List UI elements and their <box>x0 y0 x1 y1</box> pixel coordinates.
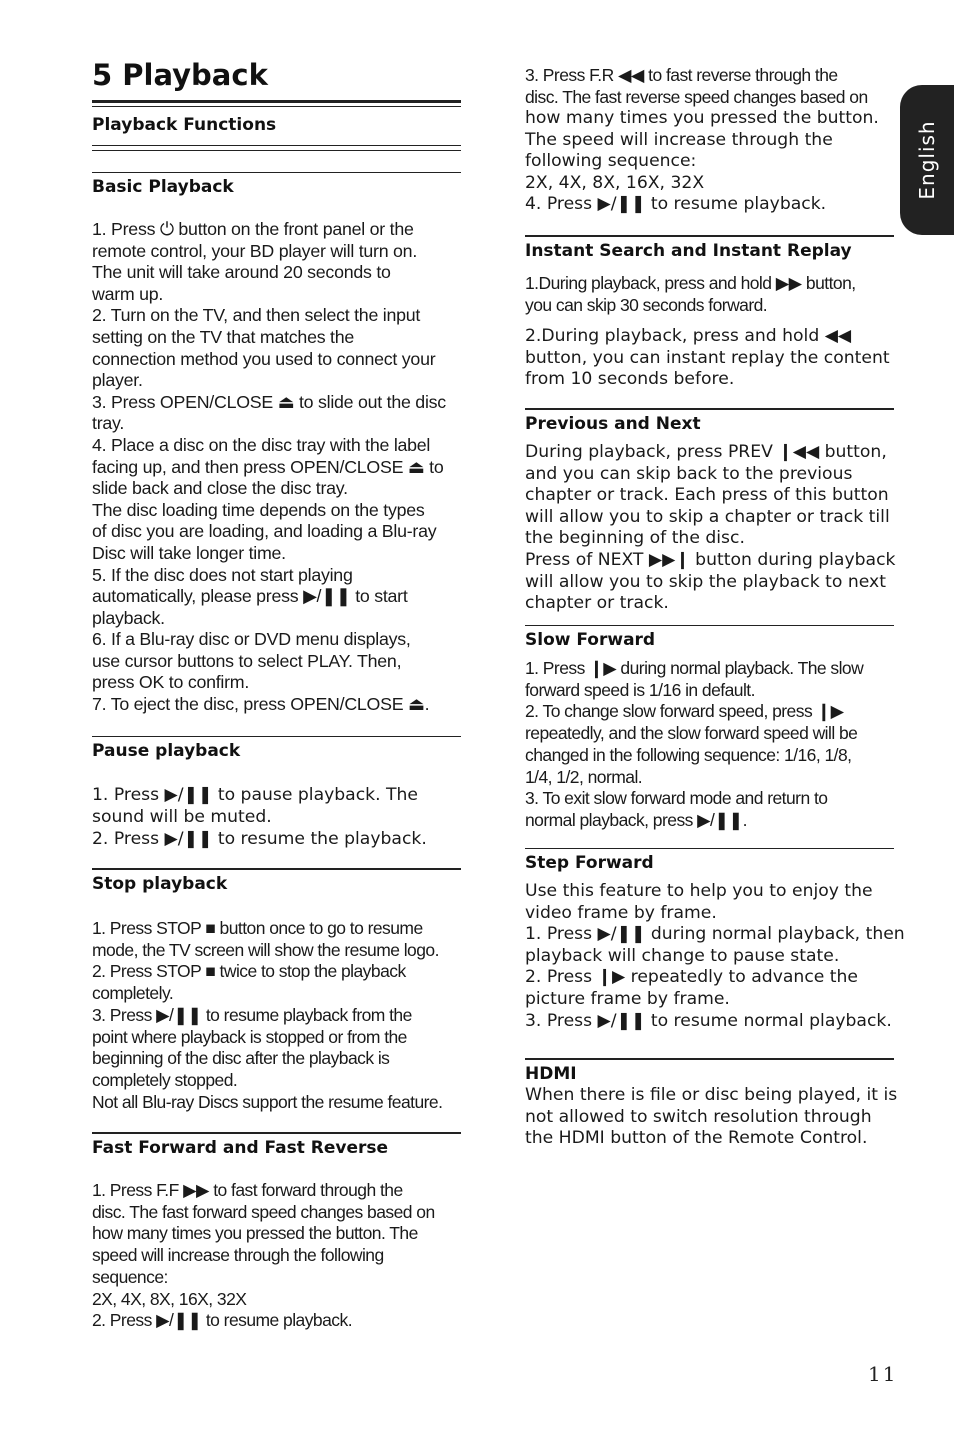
text-line: disc. The fast forward speed changes based on <box>92 1201 435 1222</box>
text-line: Use this feature to help you to enjoy the <box>525 881 873 901</box>
text-line: 1/4, 1/2, normal. <box>525 766 643 787</box>
text-line: video frame by frame. <box>525 902 717 923</box>
text-line: speed will increase through the following <box>92 1245 384 1266</box>
text-line: warm up. <box>92 283 164 304</box>
text-line: will allow you to skip a chapter or track till <box>525 506 890 527</box>
text-line: disc. The fast reverse speed changes based on <box>525 86 868 107</box>
divider <box>92 1132 461 1134</box>
text-line: from 10 seconds before. <box>525 369 735 390</box>
text-line: tray. <box>92 413 125 434</box>
text-line: chapter or track. <box>525 593 669 614</box>
text-line: use cursor buttons to select PLAY. Then, <box>92 650 402 671</box>
divider <box>92 172 461 173</box>
heading-basic-playback: Basic Playback <box>92 177 234 197</box>
text-line: 4. Place a disc on the disc tray with the label <box>92 434 431 455</box>
chapter-title: 5 Playback <box>92 58 268 92</box>
text-line: sequence: <box>92 1266 168 1287</box>
text-line: 2. Press STOP ■ twice to stop the playback <box>92 961 406 982</box>
text-line: 4. Press ▶/❚❚ to resume playback. <box>525 194 827 215</box>
text-line: 1. Press ❙▶ during normal playback. The slow <box>525 658 864 678</box>
stop-playback-body <box>92 918 442 1113</box>
text-line: 1. Press F.F ▶▶ to fast forward through the <box>92 1180 403 1200</box>
text-line: remote control, your BD player will turn on. <box>92 240 418 261</box>
text-line: slide back and close the disc tray. <box>92 478 348 499</box>
text-line: point where playback is stopped or from the <box>92 1026 407 1047</box>
text-line: the beginning of the disc. <box>525 528 745 549</box>
heading-pause-playback: Pause playback <box>92 741 241 761</box>
heading-fast-forward-reverse: Fast Forward and Fast Reverse <box>92 1138 389 1158</box>
divider <box>525 235 894 237</box>
text-line: 1. Press STOP ■ button once to go to resume <box>92 918 423 938</box>
text-line: player. <box>92 370 143 391</box>
text-line: sound will be muted. <box>92 806 272 827</box>
text-line: 3. Press ▶/❚❚ to resume playback from the <box>92 1004 412 1025</box>
text-line: normal playback, press ▶/❚❚. <box>525 809 747 830</box>
text-line: the HDMI button of the Remote Control. <box>525 1128 868 1149</box>
text-line: 1.During playback, press and hold ▶▶ button, <box>525 273 856 293</box>
text-line: automatically, please press ▶/❚❚ to start <box>92 586 408 607</box>
hdmi-body <box>525 1085 897 1150</box>
instant-search-body-condensed <box>525 273 856 316</box>
text-line: 2. To change slow forward speed, press ❙▶ <box>525 701 844 722</box>
text-line: The speed will increase through the <box>525 129 833 150</box>
text-line: 3. Press ▶/❚❚ to resume normal playback. <box>525 1010 892 1031</box>
text-line: repeatedly, and the slow forward speed will be <box>525 723 858 744</box>
text-line: 2.During playback, press and hold ◀◀ <box>525 326 852 346</box>
basic-playback-body <box>92 219 446 716</box>
text-line: playback. <box>92 607 165 628</box>
text-line: and you can skip back to the previous <box>525 463 853 484</box>
text-line: 2X, 4X, 8X, 16X, 32X <box>92 1288 247 1309</box>
text-line: will allow you to skip the playback to next <box>525 571 886 592</box>
divider <box>92 868 461 870</box>
divider <box>92 736 461 737</box>
fast-reverse-body <box>525 108 879 216</box>
text-line: completely stopped. <box>92 1069 238 1090</box>
text-line: 1. Press ▶/❚❚ to pause playback. The <box>92 785 419 805</box>
text-line: 3. Press OPEN/CLOSE ⏏ to slide out the disc <box>92 391 446 412</box>
heading-step-forward: Step Forward <box>525 853 654 873</box>
fast-reverse-body-condensed <box>525 65 868 108</box>
text-line: Disc will take longer time. <box>92 542 286 563</box>
text-line: press OK to confirm. <box>92 672 250 693</box>
text-line: beginning of the disc after the playback is <box>92 1048 390 1069</box>
title-underline-thin <box>92 106 461 107</box>
text-line: 6. If a Blu-ray disc or DVD menu displays, <box>92 629 411 650</box>
heading-hdmi: HDMI <box>525 1064 577 1084</box>
text-line: When there is file or disc being played, it is <box>525 1085 898 1105</box>
text-line: changed in the following sequence: 1/16, 1/8, <box>525 744 852 765</box>
text-line: how many times you pressed the button. <box>525 108 879 128</box>
text-line: not allowed to switch resolution through <box>525 1106 872 1127</box>
text-line: 2X, 4X, 8X, 16X, 32X <box>525 172 705 193</box>
text-line: playback will change to pause state. <box>525 945 840 966</box>
text-line: forward speed is 1/16 in default. <box>525 679 755 700</box>
divider <box>525 1058 894 1060</box>
text-line: chapter or track. Each press of this button <box>525 485 889 506</box>
heading-previous-next: Previous and Next <box>525 414 701 434</box>
text-line: 3. Press F.R ◀◀ to fast reverse through the <box>525 65 838 85</box>
divider <box>525 408 894 410</box>
fast-forward-body <box>92 1180 435 1332</box>
text-line: facing up, and then press OPEN/CLOSE ⏏ to <box>92 456 444 477</box>
text-line: following sequence: <box>525 151 697 172</box>
text-line: 1. Press ▶/❚❚ during normal playback, then <box>525 924 905 945</box>
text-line: 7. To eject the disc, press OPEN/CLOSE ⏏. <box>92 694 430 715</box>
divider <box>92 145 461 146</box>
text-line: The disc loading time depends on the types <box>92 499 425 520</box>
previous-next-body <box>525 442 895 615</box>
text-line: of disc you are loading, and loading a Blu-ray <box>92 521 437 542</box>
page-number: 11 <box>868 1362 898 1386</box>
text-line: mode, the TV screen will show the resume logo. <box>92 939 439 960</box>
title-underline <box>92 100 461 103</box>
text-line: you can skip 30 seconds forward. <box>525 294 768 315</box>
instant-replay-body <box>525 326 890 391</box>
pause-playback-body <box>92 785 427 851</box>
text-line: Press of NEXT ▶▶❙ button during playback <box>525 549 896 570</box>
text-line: 2. Turn on the TV, and then select the input <box>92 305 421 326</box>
text-line: During playback, press PREV ❙◀◀ button, <box>525 442 887 462</box>
text-line: 2. Press ▶/❚❚ to resume playback. <box>92 1310 353 1331</box>
heading-slow-forward: Slow Forward <box>525 630 656 650</box>
divider <box>92 150 461 151</box>
text-line: button, you can instant replay the content <box>525 347 890 368</box>
heading-instant-search: Instant Search and Instant Replay <box>525 241 852 261</box>
text-line: completely. <box>92 983 174 1004</box>
slow-forward-body <box>525 658 863 832</box>
heading-playback-functions: Playback Functions <box>92 115 277 135</box>
text-line: how many times you pressed the button. The <box>92 1223 418 1244</box>
step-forward-body <box>525 881 905 1032</box>
divider <box>525 625 894 626</box>
text-line: 3. To exit slow forward mode and return to <box>525 788 828 809</box>
language-tab-label: English <box>915 120 939 200</box>
text-line: picture frame by frame. <box>525 988 730 1009</box>
text-line: 5. If the disc does not start playing <box>92 564 353 585</box>
text-line: The unit will take around 20 seconds to <box>92 262 391 283</box>
heading-stop-playback: Stop playback <box>92 874 228 894</box>
text-line: setting on the TV that matches the <box>92 326 355 347</box>
language-tab <box>900 85 954 235</box>
text-line: connection method you used to connect your <box>92 348 436 369</box>
text-line: 1. Press ⏻ button on the front panel or the <box>92 219 414 239</box>
divider <box>525 848 894 849</box>
text-line: 2. Press ❙▶ repeatedly to advance the <box>525 967 859 988</box>
text-line: 2. Press ▶/❚❚ to resume the playback. <box>92 829 427 850</box>
text-line: Not all Blu-ray Discs support the resume feature. <box>92 1091 443 1112</box>
